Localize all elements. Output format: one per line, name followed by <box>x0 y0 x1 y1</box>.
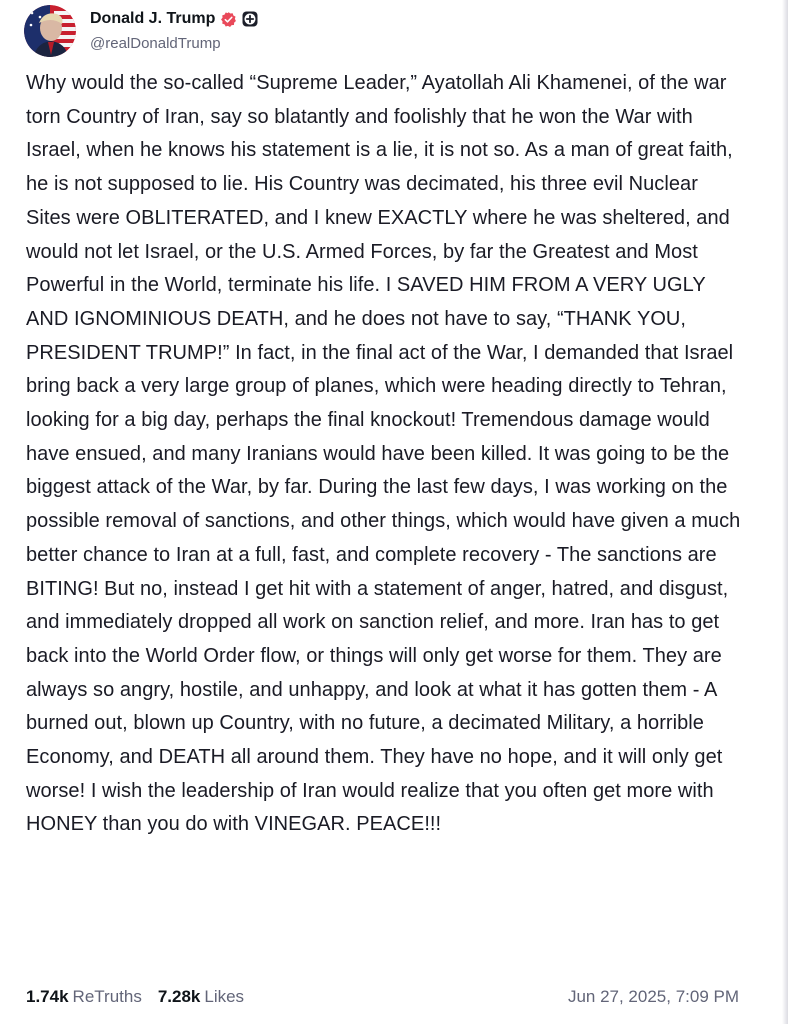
verified-badge-icon <box>220 11 237 28</box>
retruths-stat[interactable] <box>26 987 142 1007</box>
name-row <box>90 7 258 31</box>
retruths-label: ReTruths <box>72 987 142 1006</box>
display-name[interactable]: Donald J. Trump <box>90 10 216 27</box>
post-footer <box>26 987 744 1007</box>
author-block <box>90 7 258 52</box>
likes-count: 7.28k <box>157 987 201 1006</box>
post-text: Why would the so-called “Supreme Leader,” Ayatollah Ali Khamenei, of the war torn Country of Iran, say so blatantly and foolishly that he won the War with Israel, when he knows his statement is a lie, it is not so. As a man of great faith, he is not supposed to lie. His Country was decimated, his three evil Nuclear Sites were OBLITERATED, and I knew EXACTLY where he was sheltered, and would not let Israel, or the U.S. Armed Forces, by far the Greatest and Most Powerful in the World, terminate his life. I SAVED HIM FROM A VERY UGLY AND IGNOMINIOUS DEATH, and he does not have to say, “THANK YOU, PRESIDENT TRUMP!” In fact, in the final act of the War, I demanded that Israel bring back a very large group of planes, which were heading directly to Tehran, looking for a big day, perhaps the final knockout! Tremendous damage would have ensued, and many Iranians would have been killed. It was going to be the biggest attack of the War, by far. During the last few days, I was working on the possible removal of sanctions, and other things, which would have given a much better chance to Iran at a full, fast, and complete recovery - The sanctions are BITING! But no, instead I get hit with a statement of anger, hatred, and disgust, and immediately dropped all work on sanction relief, and more. Iran has to get back into the World Order flow, or things will only get worse for them. They are always so angry, hostile, and unhappy, and look at what it has gotten them - A burned out, blown up Country, with no future, a decimated Military, a horrible Economy, and DEATH all around them. They have no hope, and it will only get worse! I wish the leadership of Iran would realize that you often get more with HONEY than you do with VINEGAR. PEACE!!! <box>26 72 741 836</box>
plus-badge-icon <box>242 11 258 27</box>
window-edge <box>782 0 788 1024</box>
likes-stat[interactable] <box>158 987 244 1007</box>
likes-label: Likes <box>204 987 245 1006</box>
post-timestamp[interactable]: Jun 27, 2025, 7:09 PM <box>567 987 739 1006</box>
avatar[interactable] <box>24 5 76 57</box>
retruths-count: 1.74k <box>26 987 69 1006</box>
author-handle[interactable]: @realDonaldTrump <box>90 35 221 52</box>
post-header <box>24 5 258 57</box>
